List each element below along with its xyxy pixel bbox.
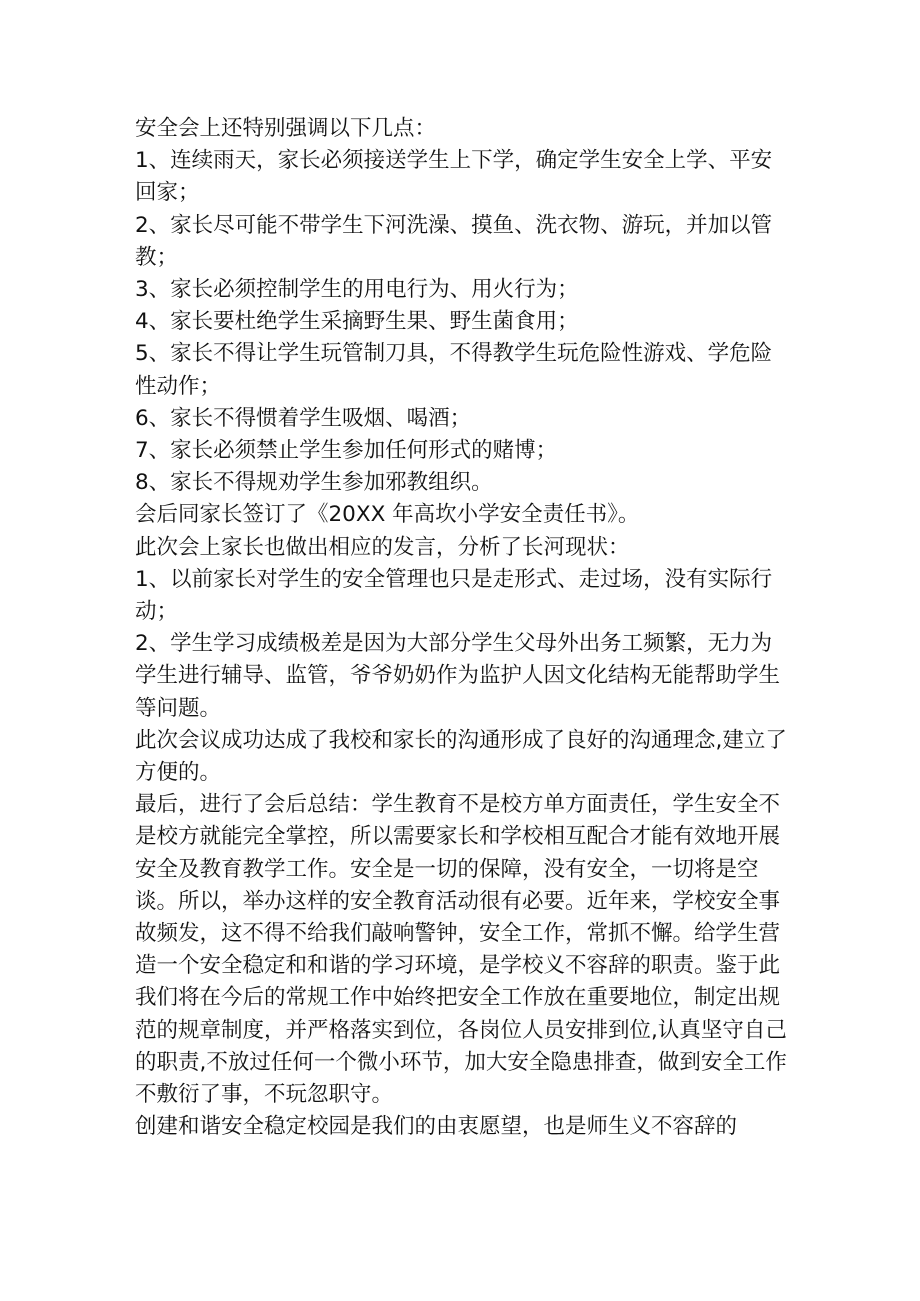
list-item-river-activities: 2、家长尽可能不带学生下河洗澡、摸鱼、洗衣物、游玩，并加以管教； (135, 212, 773, 270)
list-item-wild-food: 4、家长要杜绝学生采摘野生果、野生菌食用； (135, 309, 579, 335)
list-item-electricity-fire: 3、家长必须控制学生的用电行为、用火行为； (135, 277, 579, 303)
document-body (135, 113, 787, 1144)
paragraph-summary: 最后，进行了会后总结：学生教育不是校方单方面责任，学生安全不是校方就能完全掌控，所以需要家长和学校相互配合才能有效地开展安全及教育教学工作。安全是一切的保障，没有安全，一切将是空谈。所以，举办这样的安全教育活动很有必要。近年来，学校安全事故频发，这不得不给我们敲响警钟，安全工作，常抓不懈。给学生营造一个安全稳定和和谐的学习环境，是学校义不容辞的职责。鉴于此我们将在今后的常规工作中始终把安全工作放在重要地位，制定出规范的规章制度，并严格落实到位，各岗位人员安排到位,认真坚守自己的职责,不放过任何一个微小环节，加大安全隐患排查，做到安全工作不敷衍了事，不玩忽职守。 (135, 792, 787, 1108)
paragraph-safety-intro: 安全会上还特别强调以下几点： (135, 116, 437, 141)
paragraph-closing: 创建和谐安全稳定校园是我们的由衷愿望，也是师生义不容辞的 (135, 1114, 738, 1140)
list-item-cults: 8、家长不得规劝学生参加邪教组织。 (135, 470, 493, 496)
paragraph-communication: 此次会议成功达成了我校和家长的沟通形成了良好的沟通理念,建立了方便的。 (135, 727, 787, 786)
paragraph-parent-remarks: 此次会上家长也做出相应的发言，分析了长河现状： (135, 534, 630, 560)
list-item-gambling: 7、家长必须禁止学生参加任何形式的赌博； (135, 438, 558, 464)
list-item-formality: 1、以前家长对学生的安全管理也只是走形式、走过场，没有实际行动； (135, 566, 773, 625)
list-item-poor-grades: 2、学生学习成绩极差是因为大部分学生父母外出务工频繁，无力为学生进行辅导、监管，爷爷奶奶作为监护人因文化结构无能帮助学生等问题。 (135, 631, 781, 721)
paragraph-responsibility-letter: 会后同家长签订了《20XX 年高坎小学安全责任书》。 (135, 502, 640, 528)
list-item-smoking-drinking: 6、家长不得惯着学生吸烟、喝酒； (135, 405, 472, 431)
list-item-rainy-days: 1、连续雨天，家长必须接送学生上下学，确定学生安全上学、平安回家； (135, 148, 773, 206)
list-item-dangerous-games: 5、家长不得让学生玩管制刀具，不得教学生玩危险性游戏、学危险性动作； (135, 341, 773, 399)
